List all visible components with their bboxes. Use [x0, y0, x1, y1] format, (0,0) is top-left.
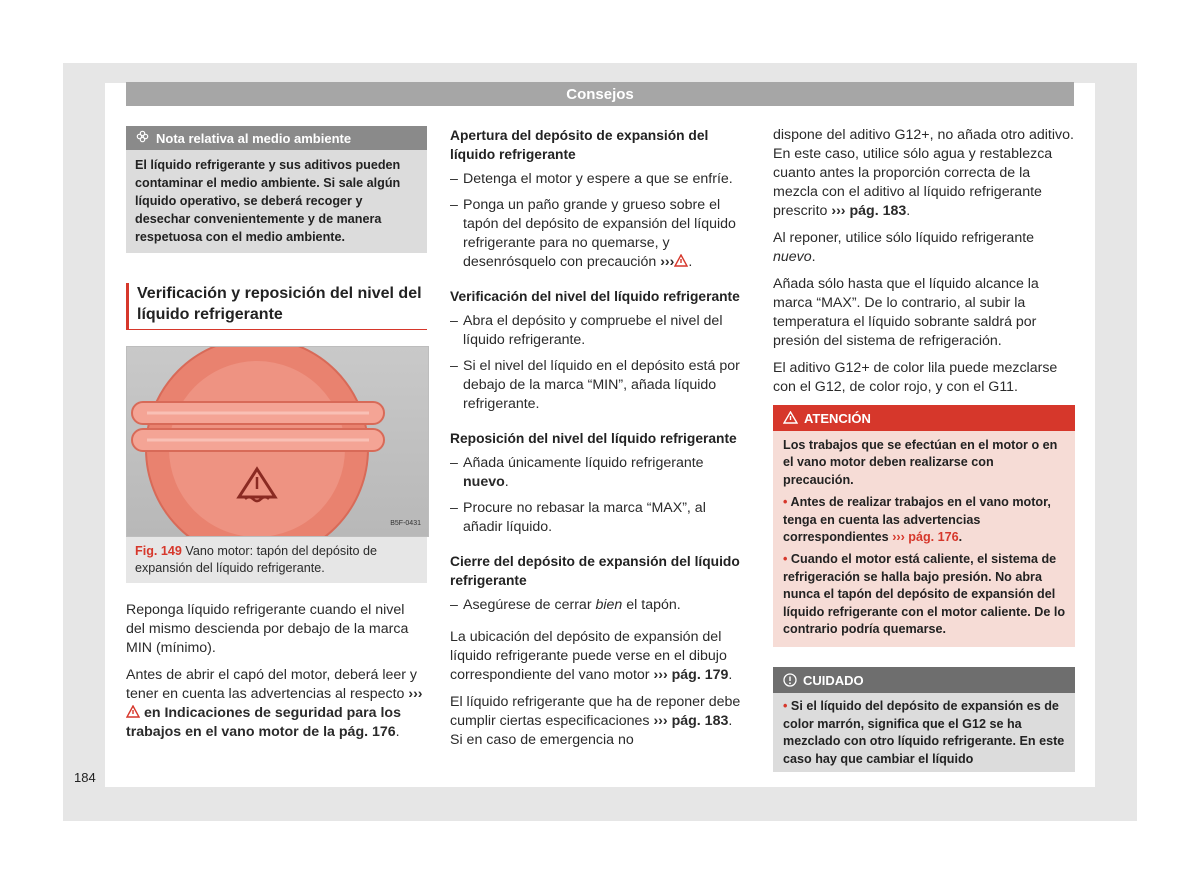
- emphasis-new: nuevo: [463, 474, 505, 490]
- list-item-text: Si el nivel del líquido en el depósito está por debajo de la marca “MIN”, añada líquido refrigerante.: [463, 358, 740, 412]
- paragraph-refill: Reponga líquido refrigerante cuando el nivel del mismo descienda por debajo de la marca MIN (mínimo).: [126, 602, 409, 656]
- emphasis-new: nuevo: [773, 249, 812, 265]
- list-item: – Abra el depósito y compruebe el nivel del líquido refrigerante.: [450, 313, 723, 348]
- figure-label: Fig. 149: [135, 544, 182, 558]
- list-item-text: Abra el depósito y compruebe el nivel del líquido refrigerante.: [463, 313, 723, 348]
- column-middle: [450, 126, 746, 758]
- info-circle-icon: [783, 673, 803, 688]
- caution-box: [773, 667, 1075, 772]
- paragraph-before-opening: [126, 666, 427, 742]
- bullet-text: Antes de realizar trabajos en el vano motor, tenga en cuenta las advertencias correspondientes: [783, 495, 1051, 545]
- column-left: [126, 126, 427, 750]
- page-reference-link[interactable]: ››› pág. 179: [653, 667, 729, 683]
- paragraph-text: dispone del aditivo G12+, no añada otro aditivo. En este caso, utilice sólo agua y restablezca cuanto antes la proporción correcta de la mezcla con el aditivo al líquido refrigerante prescrito: [773, 127, 1074, 219]
- attention-header: [773, 405, 1075, 431]
- environment-note-header: [126, 126, 427, 150]
- bullet-text: Cuando el motor está caliente, el sistema de refrigeración se halla bajo presión. No abra nunca el tapón del depósito de expansión del líquido refrigerante con el motor caliente. De lo contrario podría quemarse.: [783, 552, 1066, 637]
- reference-arrows: ›››: [660, 254, 675, 270]
- paragraph-text: . Si en caso de emergencia no: [450, 713, 733, 748]
- page-reference-link[interactable]: ››› pág. 176: [892, 530, 959, 545]
- warning-icon: [674, 254, 688, 270]
- environment-note-body: El líquido refrigerante y sus aditivos pueden contaminar el medio ambiente. Si sale algún líquido operativo, se deberá recoger y desechar convenientemente y de manera respetuosa con el medio ambiente.: [135, 158, 401, 244]
- figure-149: [126, 346, 429, 537]
- list-item-text: Detenga el motor y espere a que se enfríe.: [463, 171, 733, 187]
- list-item: – Detenga el motor y espere a que se enfríe.: [450, 171, 733, 187]
- attention-bullet: • Cuando el motor está caliente, el sistema de refrigeración se halla bajo presión. No abra nunca el tapón del depósito de expansión del líquido refrigerante con el motor caliente. De lo contrario podría quemarse.: [783, 552, 1066, 637]
- paragraph-text: La ubicación del depósito de expansión del líquido refrigerante puede verse en el dibujo correspondiente del vano motor: [450, 629, 727, 683]
- safety-reference-link[interactable]: en Indicaciones de seguridad para los trabajos en el vano motor de la: [126, 705, 401, 740]
- section-heading: Verificación y reposición del nivel del líquido refrigerante: [126, 283, 427, 330]
- environment-note: [126, 126, 427, 253]
- coolant-cap-illustration: [127, 347, 428, 536]
- paragraph-g12: El aditivo G12+ de color lila puede mezclarse con el G12, de color rojo, y con el G11.: [773, 360, 1058, 395]
- attention-intro: Los trabajos que se efectúan en el motor o en el vano motor deben realizarse con precaución.: [783, 438, 1058, 487]
- paragraph-text: Al reponer, utilice sólo líquido refrigerante: [773, 230, 1035, 246]
- list-item-text: Añada únicamente líquido refrigerante: [463, 455, 704, 471]
- paragraph-location: La ubicación del depósito de expansión del líquido refrigerante puede verse en el dibujo correspondiente del vano motor ››› pág. 179.: [450, 629, 733, 683]
- warning-icon: [126, 705, 140, 721]
- paragraph-max: Añada sólo hasta que el líquido alcance la marca “MAX”. De lo contrario, al subir la temperatura el líquido sobrante saldrá por presión del sistema de refrigeración.: [773, 276, 1039, 349]
- caution-body: • Si el líquido del depósito de expansión es de color marrón, significa que el G12 se ha mezclado con otro líquido refrigerante. En este caso hay que cambiar el líquido: [783, 699, 1065, 766]
- flower-icon: [136, 126, 150, 151]
- emphasis-well: bien: [595, 597, 623, 613]
- reference-arrows: ›››: [408, 686, 423, 702]
- list-item: – Asegúrese de cerrar bien el tapón.: [450, 597, 681, 613]
- section-header: Consejos: [126, 82, 1074, 106]
- column-right: [773, 126, 1075, 772]
- subheading-closing: Cierre del depósito de expansión del líquido refrigerante: [450, 554, 740, 588]
- attention-body: [773, 431, 1075, 647]
- environment-note-title: Nota relativa al medio ambiente: [156, 131, 352, 146]
- page-reference-link[interactable]: ››› pág. 183: [831, 203, 907, 219]
- caution-title: CUIDADO: [803, 673, 864, 689]
- subheading-check: Verificación del nivel del líquido refrigerante: [450, 289, 740, 304]
- list-item: – Procure no rebasar la marca “MAX”, al añadir líquido.: [450, 500, 706, 535]
- page-reference-link[interactable]: pág. 176: [338, 724, 396, 740]
- paragraph-text: Antes de abrir el capó del motor, deberá leer y tener en cuenta las advertencias al respecto: [126, 667, 418, 702]
- list-item-text: Asegúrese de cerrar: [463, 597, 592, 613]
- subheading-refill: Reposición del nivel del líquido refrigerante: [450, 431, 737, 446]
- list-item: – Añada únicamente líquido refrigerante nuevo.: [450, 455, 704, 490]
- page-number: 184: [74, 770, 96, 785]
- subheading-opening: Apertura del depósito de expansión del líquido refrigerante: [450, 128, 709, 162]
- paragraph-specifications: [450, 693, 746, 750]
- caution-header: [773, 667, 1075, 693]
- warning-icon: [783, 411, 804, 426]
- attention-bullet: • Antes de realizar trabajos en el vano motor, tenga en cuenta las advertencias correspondientes ››› pág. 176.: [783, 495, 1051, 545]
- list-item-text: Procure no rebasar la marca “MAX”, al añadir líquido.: [463, 500, 706, 535]
- bullet-text: Si el líquido del depósito de expansión es de color marrón, significa que el G12 se ha mezclado con otro líquido refrigerante. En este caso hay que cambiar el líquido: [783, 699, 1065, 766]
- paragraph-new-coolant: Al reponer, utilice sólo líquido refrigerante nuevo.: [773, 230, 1035, 265]
- figure-code: B5F-0431: [390, 520, 421, 527]
- attention-title: ATENCIÓN: [804, 411, 871, 426]
- list-item-text: Ponga un paño grande y grueso sobre el tapón del depósito de expansión del líquido refrigerante para no quemarse, y desenrósquelo con precaución: [463, 197, 736, 270]
- list-item: – Ponga un paño grande y grueso sobre el tapón del depósito de expansión del líquido refrigerante para no quemarse, y desenrósquelo con precaución ››› .: [450, 197, 736, 270]
- list-item-text: el tapón.: [626, 597, 681, 613]
- figure-caption: [126, 537, 427, 583]
- paragraph-text: El líquido refrigerante que ha de reponer debe cumplir ciertas especificaciones: [450, 694, 741, 729]
- figure-caption-text: Vano motor: tapón del depósito de expansión del líquido refrigerante.: [135, 544, 378, 575]
- list-item: – Si el nivel del líquido en el depósito está por debajo de la marca “MIN”, añada líquido refrigerante.: [450, 358, 740, 412]
- page-reference-link[interactable]: ››› pág. 183: [653, 713, 729, 729]
- paragraph-additive: dispone del aditivo G12+, no añada otro aditivo. En este caso, utilice sólo agua y restablezca cuanto antes la proporción correcta de la mezcla con el aditivo al líquido refrigerante prescrito ››› pág. 183.: [773, 127, 1074, 219]
- period: .: [395, 724, 400, 740]
- attention-box: [773, 405, 1075, 647]
